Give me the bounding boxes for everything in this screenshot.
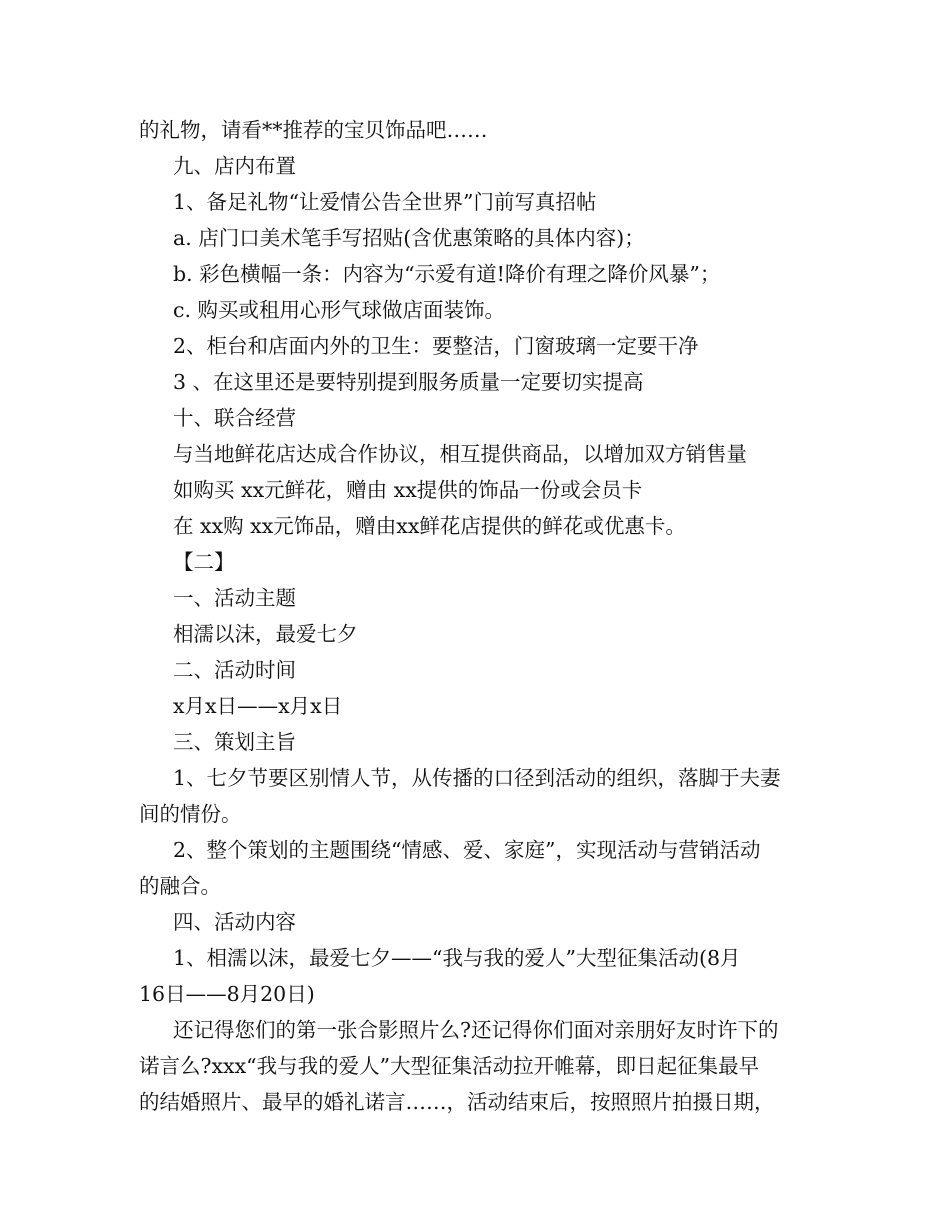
text-line: x月x日——x月x日	[173, 694, 343, 718]
section-heading: 四、活动内容	[173, 910, 296, 934]
document-body	[139, 112, 819, 1120]
text-line: 如购买 xx元鲜花，赠由 xx提供的饰品一份或会员卡	[173, 478, 643, 502]
text-line: a. 店门口美术笔手写招贴(含优惠策略的具体内容)；	[173, 226, 645, 250]
section-heading: 三、策划主旨	[173, 730, 296, 754]
text-line: 1、七夕节要区别情人节，从传播的口径到活动的组织，落脚于夫妻	[173, 766, 781, 790]
text-line: 在 xx购 xx元饰品，赠由xx鲜花店提供的鲜花或优惠卡。	[173, 514, 686, 538]
text-line: 还记得您们的第一张合影照片么?还记得你们面对亲朋好友时许下的	[173, 1018, 779, 1042]
text-line: 16日——8月20日)	[139, 982, 315, 1006]
text-line: 的礼物，请看**推荐的宝贝饰品吧……	[139, 118, 488, 142]
text-line: 的结婚照片、最早的婚礼诺言……，活动结束后，按照照片拍摄日期，	[139, 1090, 775, 1114]
text-line: 的融合。	[139, 874, 221, 898]
section-heading: 二、活动时间	[173, 658, 296, 682]
text-line: 1、备足礼物“让爱情公告全世界”门前写真招帖	[173, 190, 597, 214]
text-line: 相濡以沫，最爱七夕	[173, 622, 358, 646]
text-line: 1、相濡以沫，最爱七夕——“我与我的爱人”大型征集活动(8月	[173, 946, 741, 970]
text-line: c. 购买或租用心形气球做店面装饰。	[173, 298, 506, 322]
section-heading: 十、联合经营	[173, 406, 296, 430]
section-heading: 九、店内布置	[173, 154, 296, 178]
section-heading: 一、活动主题	[173, 586, 296, 610]
text-line: 诺言么?xxx“我与我的爱人”大型征集活动拉开帷幕，即日起征集最早	[139, 1054, 760, 1078]
text-line: 间的情份。	[139, 802, 242, 826]
text-line: 与当地鲜花店达成合作协议，相互提供商品，以增加双方销售量	[173, 442, 747, 466]
text-line: b. 彩色横幅一条：内容为“示爱有道!降价有理之降价风暴”；	[173, 262, 721, 286]
part-heading: 【二】	[173, 550, 235, 574]
text-line: 2、柜台和店面内外的卫生：要整洁，门窗玻璃一定要干净	[173, 334, 699, 358]
text-line: 2、整个策划的主题围绕“情感、爱、家庭”，实现活动与营销活动	[173, 838, 761, 862]
text-line: 3 、在这里还是要特别提到服务质量一定要切实提高	[173, 370, 644, 394]
